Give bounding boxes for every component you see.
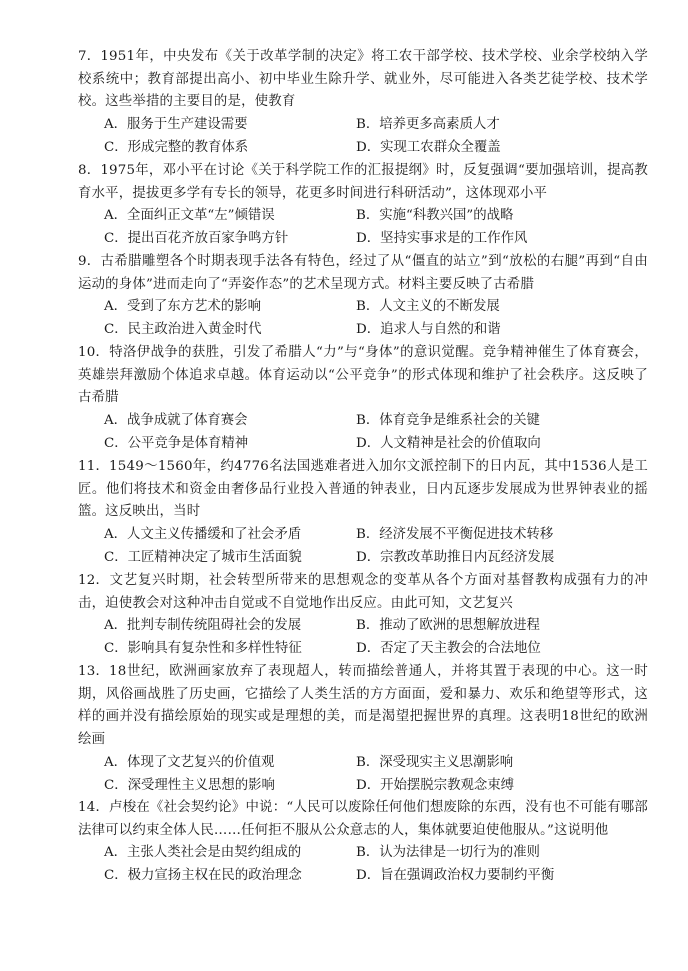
question-text: 文艺复兴时期，社会转型所带来的思想观念的变革从各个方面对基督教构成强有力的冲击，迫使教会对这种冲击自觉或不自觉地作出反应。由此可知，文艺复兴 xyxy=(78,573,648,611)
option-a[interactable]: A．战争成就了体育赛会 xyxy=(104,413,248,429)
option-b[interactable]: B．人文主义的不断发展 xyxy=(356,299,500,315)
option-list xyxy=(78,524,648,569)
option-c[interactable]: C．影响具有复杂性和多样性特征 xyxy=(104,641,302,657)
question-number: 9． xyxy=(78,254,101,269)
question-10 xyxy=(78,342,648,456)
option-a[interactable]: A．体现了文艺复兴的价值观 xyxy=(104,754,275,770)
option-c[interactable]: C．深受理性主义思想的影响 xyxy=(104,777,275,793)
question-text: 18世纪，欧洲画家放弃了表现超人，转而描绘普通人，并将其置于表现的中心。这一时期，风俗画战胜了历史画，它描绘了人类生活的方方面面，爱和暴力、欢乐和绝望等形式，这样的画并没有描绘原始的现实或是理想的美，而是渴望把握世界的真理。这表明18世纪的欧洲绘画 xyxy=(78,664,648,748)
question-text: 1975年，邓小平在讨论《关于科学院工作的汇报提纲》时，反复强调“要加强培训，提高教育水平，提拔更多学有专长的领导，花更多时间进行科研活动”，这体现邓小平 xyxy=(78,163,648,201)
question-number: 11． xyxy=(78,459,110,474)
question-stem xyxy=(78,160,648,205)
option-d[interactable]: D．实现工农群众全覆盖 xyxy=(356,139,501,155)
option-list xyxy=(78,752,648,797)
question-7 xyxy=(78,46,648,160)
option-b[interactable]: B．实施“科教兴国”的战略 xyxy=(356,208,514,224)
question-13 xyxy=(78,661,648,797)
option-b[interactable]: B．经济发展不平衡促进技术转移 xyxy=(356,527,554,543)
option-c[interactable]: C．提出百花齐放百家争鸣方针 xyxy=(104,231,289,247)
question-stem xyxy=(78,46,648,114)
question-text: 卢梭在《社会契约论》中说：“人民可以废除任何他们想废除的东西，没有也不可能有哪部法律可以约束全体人民……任何拒不服从公众意志的人，集体就要迫使他服从。”这说明他 xyxy=(78,800,648,838)
question-number: 10． xyxy=(78,345,110,360)
option-a[interactable]: A．人文主义传播缓和了社会矛盾 xyxy=(104,527,302,543)
question-8 xyxy=(78,160,648,251)
option-b[interactable]: B．体育竞争是维系社会的关键 xyxy=(356,413,540,429)
question-number: 8． xyxy=(78,163,101,178)
option-list xyxy=(78,205,648,250)
option-a[interactable]: A．全面纠正文革“左”倾错误 xyxy=(104,208,275,224)
option-c[interactable]: C．极力宣扬主权在民的政治理念 xyxy=(104,868,302,884)
option-a[interactable]: A．服务于生产建设需要 xyxy=(104,117,248,133)
question-stem xyxy=(78,661,648,752)
question-stem xyxy=(78,456,648,524)
option-d[interactable]: D．旨在强调政治权力要制约平衡 xyxy=(356,868,555,884)
option-d[interactable]: D．否定了天主教会的合法地位 xyxy=(356,641,541,657)
option-list xyxy=(78,114,648,159)
question-text: 特洛伊战争的获胜，引发了希腊人“力”与“身体”的意识觉醒。竞争精神催生了体育赛会，英雄崇拜激励个体追求卓越。体育运动以“公平竞争”的形式体现和维护了社会秩序。这反映了古希腊 xyxy=(78,345,648,406)
question-text: 古希腊雕塑各个时期表现手法各有特色，经过了从“僵直的站立”到“放松的右腿”再到“自由运动的身体”进而走向了“弄姿作态”的艺术呈现方式。材料主要反映了古希腊 xyxy=(78,254,648,292)
question-text: 1549～1560年，约4776名法国逃难者进入加尔文派控制下的日内瓦，其中1536人是工匠。他们将技术和资金由奢侈品行业投入普通的钟表业，日内瓦逐步发展成为世界钟表业的摇篮。这反映出，当时 xyxy=(78,459,648,520)
option-b[interactable]: B．深受现实主义思潮影响 xyxy=(356,754,514,770)
option-d[interactable]: D．坚持实事求是的工作作风 xyxy=(356,231,528,247)
option-list xyxy=(78,296,648,341)
option-a[interactable]: A．批判专制传统阻碍社会的发展 xyxy=(104,618,302,634)
option-c[interactable]: C．民主政治进入黄金时代 xyxy=(104,322,262,338)
question-number: 7． xyxy=(78,49,101,64)
question-stem xyxy=(78,570,648,615)
question-11 xyxy=(78,456,648,570)
question-9 xyxy=(78,251,648,342)
option-b[interactable]: B．认为法律是一切行为的准则 xyxy=(356,845,540,861)
option-d[interactable]: D．人文精神是社会的价值取向 xyxy=(356,435,541,451)
option-c[interactable]: C．公平竞争是体育精神 xyxy=(104,435,249,451)
option-b[interactable]: B．推动了欧洲的思想解放进程 xyxy=(356,618,540,634)
question-stem xyxy=(78,342,648,410)
option-d[interactable]: D．宗教改革助推日内瓦经济发展 xyxy=(356,549,555,565)
question-number: 13． xyxy=(78,664,110,679)
question-text: 1951年，中央发布《关于改革学制的决定》将工农干部学校、技术学校、业余学校纳入学校系统中；教育部提出高小、初中毕业生除升学、就业外，尽可能进入各类艺徒学校、技术学校。这些举措的主要目的是，使教育 xyxy=(78,49,648,110)
option-list xyxy=(78,410,648,455)
option-list xyxy=(78,615,648,660)
question-stem xyxy=(78,251,648,296)
option-list xyxy=(78,842,648,887)
option-c[interactable]: C．形成完整的教育体系 xyxy=(104,139,249,155)
option-a[interactable]: A．受到了东方艺术的影响 xyxy=(104,299,261,315)
option-c[interactable]: C．工匠精神决定了城市生活面貌 xyxy=(104,549,302,565)
option-d[interactable]: D．开始摆脱宗教观念束缚 xyxy=(356,777,515,793)
question-number: 12． xyxy=(78,573,110,588)
option-a[interactable]: A．主张人类社会是由契约组成的 xyxy=(104,845,302,861)
question-stem xyxy=(78,797,648,842)
option-b[interactable]: B．培养更多高素质人才 xyxy=(356,117,500,133)
question-12 xyxy=(78,570,648,661)
option-d[interactable]: D．追求人与自然的和谐 xyxy=(356,322,501,338)
question-14 xyxy=(78,797,648,888)
question-number: 14． xyxy=(78,800,110,815)
